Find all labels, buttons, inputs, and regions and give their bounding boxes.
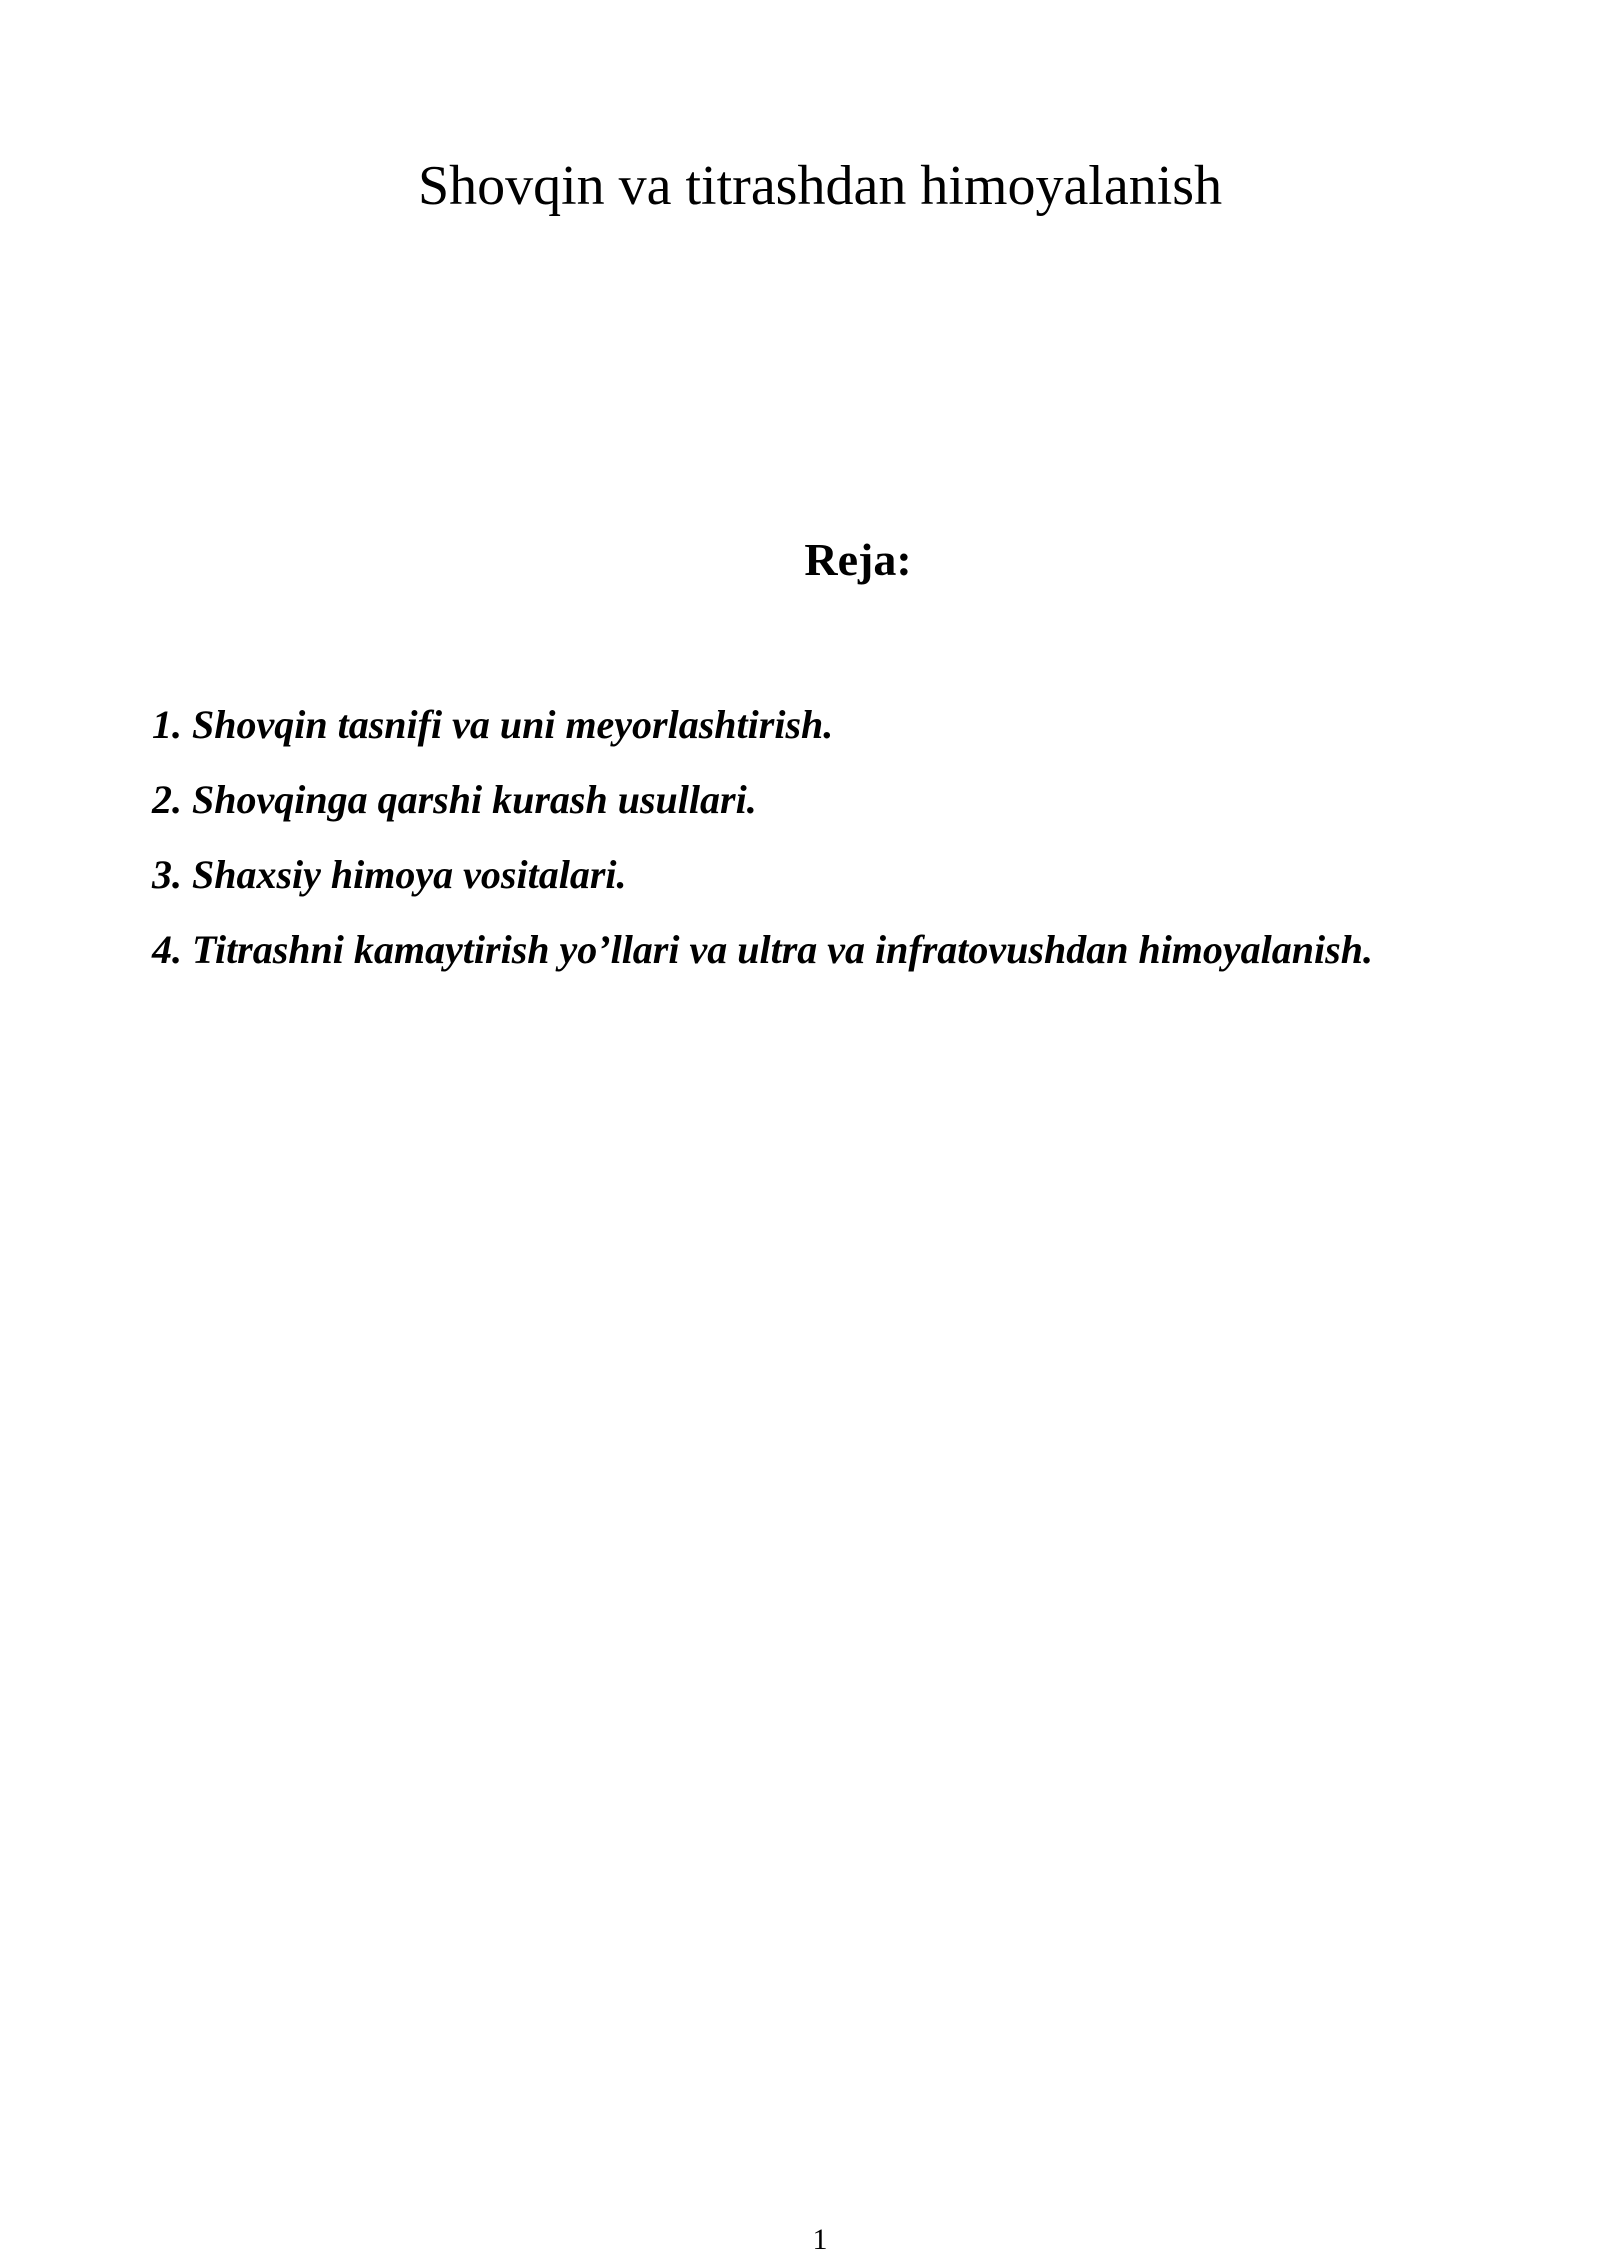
plan-item-1: 1. Shovqin tasnifi va uni meyorlashtirish. — [152, 702, 834, 747]
plan-heading: Reja: — [804, 534, 912, 585]
plan-item-3: 3. Shaxsiy himoya vositalari. — [152, 852, 627, 897]
plan-item-4: 4. Titrashni kamaytirish yo’llari va ultra va infratovushdan himoyalanish. — [152, 927, 1373, 972]
plan-item-2: 2. Shovqinga qarshi kurash usullari. — [152, 777, 757, 822]
document-title: Shovqin va titrashdan himoyalanish — [417, 155, 1223, 217]
plan-list — [152, 700, 1552, 1000]
page-number: 1 — [812, 2223, 828, 2256]
